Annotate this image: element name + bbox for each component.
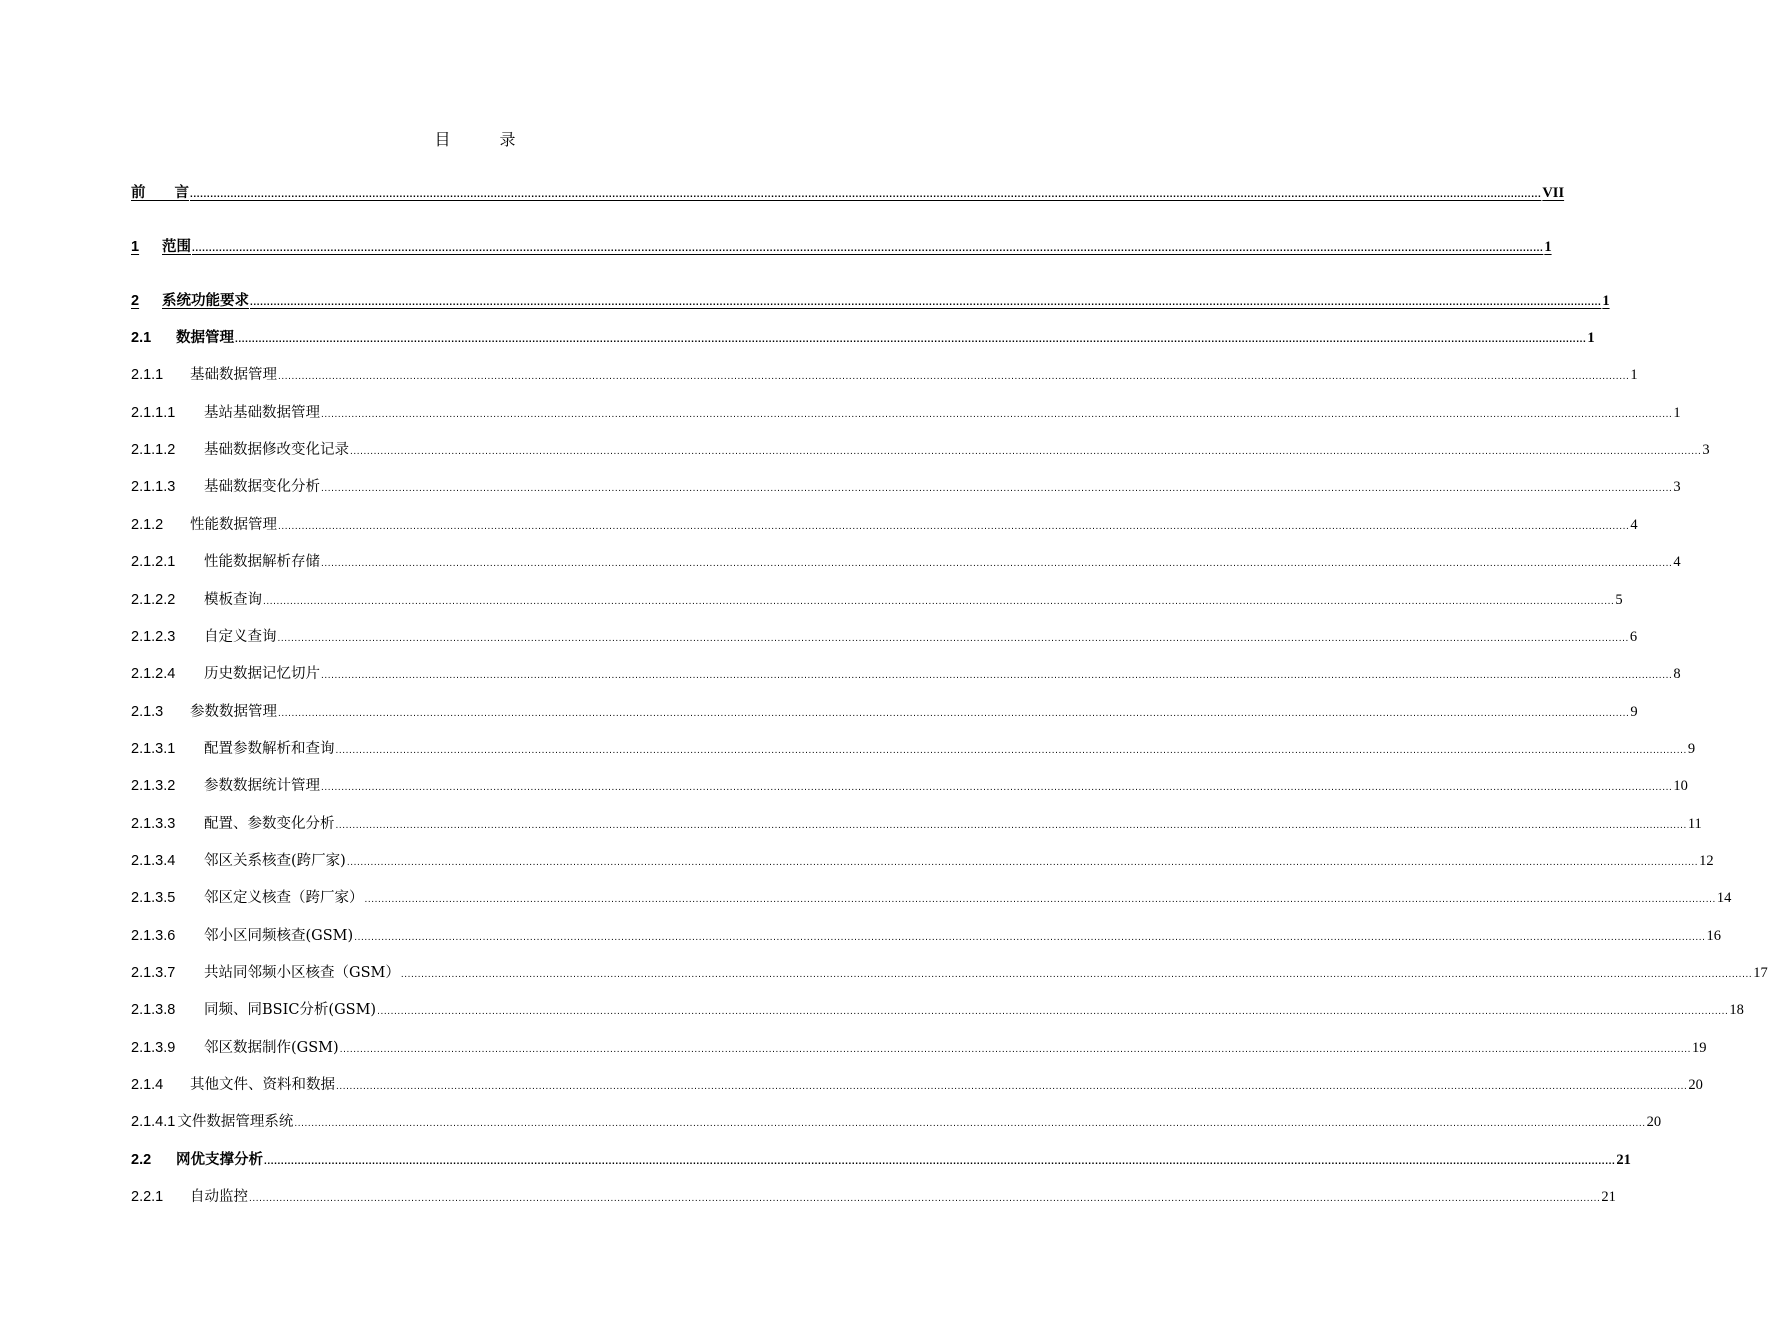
toc-dot-leader: ................................................................................................................................................................................................................................................................................................................................................................................................................ (192, 243, 1544, 254)
toc-dot-leader: ................................................................................................................................................................................................................................................................................................................................................................................................................ (321, 558, 1673, 569)
toc-entry-page: 1 (1630, 367, 1638, 383)
toc-entry-number: 2.1.3.3 (131, 816, 176, 832)
toc-entry-page: 3 (1702, 442, 1710, 458)
toc-entry[interactable] (131, 661, 1681, 683)
toc-entry-page: 21 (1601, 1189, 1616, 1205)
toc-entry-number: 2.1.2.3 (131, 629, 176, 645)
toc-dot-leader: ................................................................................................................................................................................................................................................................................................................................................................................................................ (354, 932, 1706, 943)
toc-entry-title: 文件数据管理系统 (177, 1114, 294, 1130)
toc-entry-number: 2.1.1.3 (131, 479, 176, 495)
toc-entry[interactable] (131, 848, 1714, 870)
toc-entry-number: 2.1.3.5 (131, 890, 176, 906)
toc-entry[interactable] (131, 811, 1702, 833)
toc-entry-page: 4 (1630, 517, 1638, 533)
toc-entry-page: 16 (1706, 928, 1722, 944)
toc-entry-title: 参数数据统计管理 (204, 778, 320, 794)
toc-dot-leader: ................................................................................................................................................................................................................................................................................................................................................................................................................ (250, 297, 1602, 308)
toc-entry-title: 基础数据修改变化记录 (204, 442, 349, 458)
toc-dot-leader: ................................................................................................................................................................................................................................................................................................................................................................................................................ (321, 782, 1673, 793)
toc-entry-number: 2.1.3.6 (131, 928, 176, 944)
toc-entry-title: 前 言 (131, 184, 189, 201)
toc-entry-number: 1 (131, 239, 140, 255)
toc-dot-leader: ................................................................................................................................................................................................................................................................................................................................................................................................................ (263, 596, 1615, 607)
toc-entry-page: 8 (1673, 666, 1681, 682)
toc-entry[interactable] (131, 736, 1696, 758)
toc-entry[interactable] (131, 587, 1623, 609)
toc-entry-page: 3 (1673, 479, 1681, 495)
toc-dot-leader: ................................................................................................................................................................................................................................................................................................................................................................................................................ (335, 820, 1687, 831)
toc-dot-leader: ................................................................................................................................................................................................................................................................................................................................................................................................................ (278, 371, 1630, 382)
toc-dot-leader: ................................................................................................................................................................................................................................................................................................................................................................................................................ (278, 521, 1630, 532)
toc-entry[interactable] (131, 1072, 1703, 1094)
toc-entry[interactable] (131, 997, 1744, 1019)
toc-entry-title: 基础数据变化分析 (204, 479, 320, 495)
toc-entry-number: 2.1.4.1 (131, 1114, 176, 1130)
toc-entry-number: 2 (131, 293, 140, 309)
toc-entry-title: 范围 (162, 238, 191, 255)
toc-dot-leader: ................................................................................................................................................................................................................................................................................................................................................................................................................ (377, 1006, 1729, 1017)
toc-entry[interactable] (131, 624, 1638, 646)
toc-dot-leader: ................................................................................................................................................................................................................................................................................................................................................................................................................ (321, 483, 1673, 494)
toc-entry-number: 2.1.3.4 (131, 853, 176, 869)
toc-entry[interactable] (131, 1035, 1707, 1057)
toc-entry-page: 9 (1687, 741, 1696, 757)
toc-entry-number: 2.1.2.1 (131, 554, 176, 570)
toc-entry-page: 10 (1673, 778, 1688, 794)
toc-entry[interactable] (131, 773, 1688, 795)
toc-entry-page: 20 (1646, 1114, 1662, 1130)
toc-entry-number: 2.1.1.1 (131, 405, 176, 421)
toc-entry[interactable] (131, 1109, 1662, 1131)
toc-entry-title: 基站基础数据管理 (204, 405, 320, 421)
toc-entry-title: 同频、同BSIC分析(GSM) (204, 1002, 377, 1018)
toc-entry-title: 历史数据记忆切片 (204, 666, 320, 682)
toc-dot-leader: ................................................................................................................................................................................................................................................................................................................................................................................................................ (235, 334, 1587, 345)
toc-entry-number: 2.2.1 (131, 1189, 164, 1205)
toc-entry[interactable] (131, 699, 1638, 721)
toc-entry-number: 2.1.4 (131, 1077, 164, 1093)
toc-entry-page: 1 (1587, 330, 1595, 346)
toc-entry-page: VII (1542, 185, 1565, 201)
toc-entry[interactable] (131, 325, 1595, 347)
toc-entry-title: 共站同邻频小区核查（GSM） (204, 965, 400, 981)
toc-entry[interactable] (131, 180, 1565, 202)
toc-dot-leader: ................................................................................................................................................................................................................................................................................................................................................................................................................ (400, 969, 1753, 980)
toc-entry-page: 17 (1753, 965, 1768, 981)
toc-entry-number: 2.1.3 (131, 704, 164, 720)
toc-entry-number: 2.1 (131, 330, 152, 346)
toc-entry-title: 性能数据解析存储 (204, 554, 320, 570)
toc-entry[interactable] (131, 400, 1681, 422)
toc-entry-page: 1 (1544, 239, 1552, 255)
toc-entry[interactable] (131, 1147, 1631, 1169)
toc-entry-title: 数据管理 (176, 329, 234, 346)
toc-entry-page: 18 (1729, 1002, 1744, 1018)
toc-entry-page: 6 (1629, 629, 1638, 645)
toc-entry-number: 2.1.2 (131, 517, 164, 533)
toc-dot-leader: ................................................................................................................................................................................................................................................................................................................................................................................................................ (278, 708, 1630, 719)
toc-entry-number: 2.1.3.2 (131, 778, 176, 794)
toc-dot-leader: ................................................................................................................................................................................................................................................................................................................................................................................................................ (350, 446, 1702, 457)
toc-entry-number: 2.1.1.2 (131, 442, 176, 458)
toc-dot-leader: ................................................................................................................................................................................................................................................................................................................................................................................................................ (339, 1044, 1692, 1055)
toc-entry[interactable] (131, 437, 1710, 459)
toc-dot-leader: ................................................................................................................................................................................................................................................................................................................................................................................................................ (364, 894, 1716, 905)
toc-entry[interactable] (131, 923, 1722, 945)
toc-entry-page: 19 (1692, 1040, 1707, 1056)
toc-entry-title: 邻区定义核查（跨厂家） (204, 890, 364, 906)
toc-entry[interactable] (131, 960, 1768, 982)
toc-entry-title: 配置参数解析和查询 (204, 741, 335, 757)
toc-entry-title: 邻区关系核查(跨厂家) (204, 853, 346, 869)
toc-entry-number: 2.1.2.2 (131, 592, 176, 608)
toc-entry-number: 2.1.3.1 (131, 741, 176, 757)
toc-dot-leader: ................................................................................................................................................................................................................................................................................................................................................................................................................ (294, 1118, 1646, 1129)
toc-entry-number: 2.1.3.9 (131, 1040, 176, 1056)
toc-entry-title: 性能数据管理 (190, 517, 277, 533)
toc-entry-number: 2.1.3.8 (131, 1002, 176, 1018)
toc-entry-title: 配置、参数变化分析 (204, 816, 335, 832)
toc-dot-leader: ................................................................................................................................................................................................................................................................................................................................................................................................................ (336, 1081, 1688, 1092)
toc-entry-title: 其他文件、资料和数据 (190, 1077, 335, 1093)
toc-entry-page: 9 (1630, 704, 1638, 720)
toc-entry-title: 网优支撑分析 (176, 1151, 263, 1168)
toc-dot-leader: ................................................................................................................................................................................................................................................................................................................................................................................................................ (264, 1156, 1616, 1167)
toc-dot-leader: ................................................................................................................................................................................................................................................................................................................................................................................................................ (277, 633, 1629, 644)
toc-entry-title: 参数数据管理 (190, 704, 277, 720)
toc-entry[interactable] (131, 288, 1610, 310)
toc-dot-leader: ................................................................................................................................................................................................................................................................................................................................................................................................................ (321, 409, 1673, 420)
toc-dot-leader: ................................................................................................................................................................................................................................................................................................................................................................................................................ (190, 189, 1542, 200)
toc-entry-page: 14 (1716, 890, 1732, 906)
toc-dot-leader: ................................................................................................................................................................................................................................................................................................................................................................................................................ (249, 1193, 1601, 1204)
toc-dot-leader: ................................................................................................................................................................................................................................................................................................................................................................................................................ (335, 745, 1687, 756)
toc-entry-page: 11 (1687, 816, 1702, 832)
toc-dot-leader: ................................................................................................................................................................................................................................................................................................................................................................................................................ (346, 857, 1699, 868)
toc-entry[interactable] (131, 1184, 1616, 1206)
toc-entry-title: 模板查询 (204, 592, 262, 608)
toc-entry[interactable] (131, 362, 1638, 384)
toc-entry-number: 2.1.2.4 (131, 666, 176, 682)
toc-entry-page: 21 (1616, 1152, 1631, 1168)
toc-entry-number: 2.1.3.7 (131, 965, 176, 981)
toc-entry-page: 1 (1602, 293, 1610, 309)
toc-entry[interactable] (131, 549, 1681, 571)
toc-entry[interactable] (131, 885, 1732, 907)
toc-entry-number: 2.1.1 (131, 367, 164, 383)
toc-entry[interactable] (131, 474, 1681, 496)
toc-entry[interactable] (131, 234, 1552, 256)
toc-entry-page: 4 (1673, 554, 1681, 570)
toc-entry-title: 邻区数据制作(GSM) (204, 1040, 339, 1056)
toc-entry-title: 自动监控 (190, 1189, 248, 1205)
toc-dot-leader: ................................................................................................................................................................................................................................................................................................................................................................................................................ (321, 670, 1673, 681)
toc-entry-number: 2.2 (131, 1152, 152, 1168)
toc-entry-page: 20 (1688, 1077, 1703, 1093)
toc-entry-title: 基础数据管理 (190, 367, 277, 383)
toc-entry-title: 系统功能要求 (162, 292, 249, 309)
page-title: 目 录 (434, 130, 538, 149)
toc-entry-title: 邻小区同频核查(GSM) (204, 928, 354, 944)
toc-entry-page: 5 (1615, 592, 1623, 608)
toc-entry-page: 1 (1673, 405, 1681, 421)
toc-entry-title: 自定义查询 (204, 629, 277, 645)
toc-entry-page: 12 (1699, 853, 1714, 869)
toc-entry[interactable] (131, 512, 1638, 534)
